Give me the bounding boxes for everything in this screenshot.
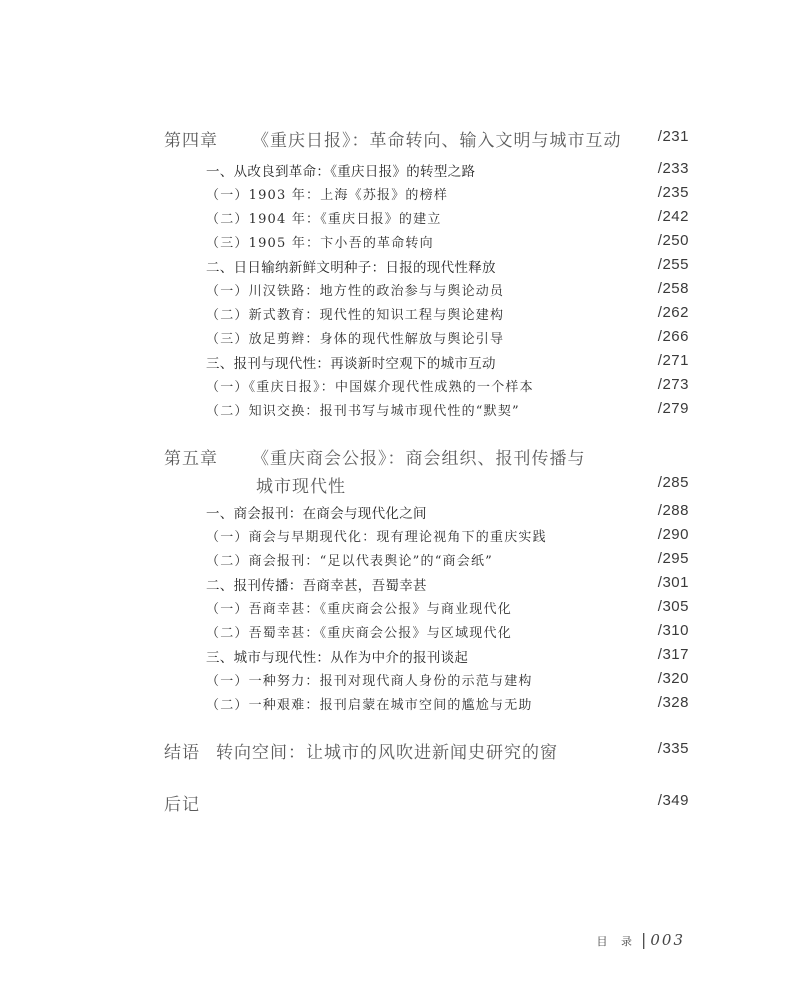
chapter-5-title-line-2: 城市现代性: [256, 477, 346, 496]
toc-entry-page: /266: [657, 328, 689, 345]
toc-entry-page: /328: [657, 694, 689, 711]
toc-entry-title: （二）新式教育：现代性的知识工程与舆论建构: [206, 308, 505, 323]
toc-entry-title: （二）知识交换：报刊书写与城市现代性的“默契”: [206, 404, 520, 419]
toc-entry-title: （一）《重庆日报》：中国媒介现代性成熟的一个样本: [206, 380, 534, 395]
toc-entry-page: /250: [657, 232, 689, 249]
toc-entry-page: /288: [657, 502, 689, 519]
chapter-4-page: /231: [657, 128, 689, 145]
footer-label: 目 录: [596, 935, 637, 948]
toc-entry-title: 三、城市与现代性：从作为中介的报刊谈起: [206, 650, 469, 666]
toc-entry-page: /258: [657, 280, 689, 297]
chapter-5-label: 第五章: [164, 449, 218, 468]
toc-entry-page: /255: [657, 256, 689, 273]
footer-divider: |: [640, 930, 647, 949]
toc-entry-page: /233: [657, 160, 689, 177]
chapter-5-page: /285: [657, 474, 689, 491]
toc-entry-title: 二、报刊传播：吾商幸甚，吾蜀幸甚: [206, 578, 427, 594]
toc-entry-page: /262: [657, 304, 689, 321]
toc-entry-page: /273: [657, 376, 689, 393]
toc-entry-page: /317: [657, 646, 689, 663]
page-footer: [596, 930, 685, 949]
chapter-4-title: 《重庆日报》：革命转向、输入文明与城市互动: [252, 131, 622, 150]
footer-page-number: 003: [650, 931, 685, 949]
chapter-5-title-line-1: 《重庆商会公报》：商会组织、报刊传播与: [252, 449, 586, 468]
toc-entry-page: /295: [657, 550, 689, 567]
toc-entry-page: /310: [657, 622, 689, 639]
toc-entry-title: 三、报刊与现代性：再谈新时空观下的城市互动: [206, 356, 496, 372]
toc-entry-title: 一、商会报刊：在商会与现代化之间: [206, 506, 427, 522]
toc-entry-title: （一）商会与早期现代化：现有理论视角下的重庆实践: [206, 530, 547, 545]
conclusion-page: /335: [657, 740, 689, 757]
toc-entry-page: /242: [657, 208, 689, 225]
afterword-page: /349: [657, 792, 689, 809]
afterword-label: 后记: [164, 795, 200, 814]
toc-entry-title: （三）放足剪辫：身体的现代性解放与舆论引导: [206, 332, 505, 347]
toc-entry-title: （一）川汉铁路：地方性的政治参与与舆论动员: [206, 284, 505, 299]
toc-entry-title: （二）商会报刊：“足以代表舆论”的“商会纸”: [206, 554, 493, 569]
chapter-4-label: 第四章: [164, 131, 218, 150]
conclusion-label: 结语: [164, 743, 200, 762]
toc-entry-title: （一）吾商幸甚：《重庆商会公报》与商业现代化: [206, 602, 512, 617]
toc-entry-page: /301: [657, 574, 689, 591]
toc-entry-title: （一）1903 年：上海《苏报》的榜样: [206, 188, 449, 203]
toc-entry-page: /320: [657, 670, 689, 687]
toc-entry-title: （二）吾蜀幸甚：《重庆商会公报》与区域现代化: [206, 626, 512, 641]
toc-entry-title: （一）一种努力：报刊对现代商人身份的示范与建构: [206, 674, 533, 689]
toc-entry-title: 一、从改良到革命：《重庆日报》的转型之路: [206, 164, 476, 180]
toc-entry-page: /271: [657, 352, 689, 369]
toc-entry-page: /290: [657, 526, 689, 543]
toc-entry-page: /279: [657, 400, 689, 417]
toc-entry-page: /235: [657, 184, 689, 201]
toc-entry-page: /305: [657, 598, 689, 615]
toc-entry-title: 二、日日输纳新鲜文明种子：日报的现代性释放: [206, 260, 496, 276]
toc-entry-title: （二）一种艰难：报刊启蒙在城市空间的尴尬与无助: [206, 698, 533, 713]
toc-entry-title: （三）1905 年：卞小吾的革命转向: [206, 236, 434, 251]
toc-entry-title: （二）1904 年：《重庆日报》的建立: [206, 212, 442, 227]
conclusion-title: 转向空间：让城市的风吹进新闻史研究的窗: [216, 743, 558, 762]
